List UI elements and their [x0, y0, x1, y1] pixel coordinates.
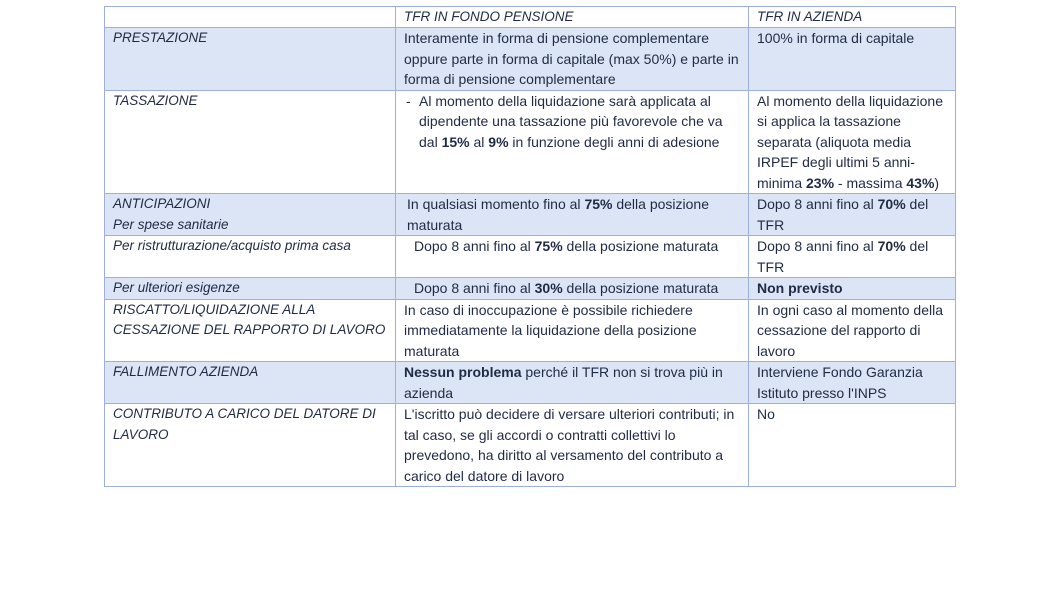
row-label-tassazione: TASSAZIONE [105, 90, 396, 194]
row-label-ulteriori: Per ulteriori esigenze [105, 278, 396, 300]
bullet-item [404, 91, 743, 153]
table-row-ristrutturazione [105, 236, 956, 278]
text-segment: della posizione maturata [407, 196, 709, 233]
bold-percentage: 15% [441, 133, 470, 150]
text-segment: in funzione degli anni di adesione [508, 133, 720, 150]
bold-percentage: 43% [906, 174, 935, 191]
cell-anticipazioni-fondo [396, 194, 749, 236]
cell-prestazione-azienda: 100% in forma di capitale [749, 28, 956, 91]
text-segment: perché il TFR non si trova più in azienda [404, 364, 723, 401]
bold-percentage: 70% [877, 238, 906, 254]
table-row-prestazione [105, 28, 956, 91]
text-segment: Al momento della liquidazione sarà applicata al dipendente una tassazione più favorevole che va dal [419, 92, 723, 150]
text-segment: Dopo 8 anni fino al [414, 238, 535, 254]
cell-ulteriori-fondo [396, 278, 749, 300]
cell-fallimento-fondo [396, 362, 749, 404]
bold-percentage: 75% [584, 196, 613, 212]
header-empty-cell [105, 7, 396, 28]
text-segment: al [469, 133, 489, 150]
row-label-ristrutturazione: Per ristrutturazione/acquisto prima casa [105, 236, 396, 278]
cell-ristrutturazione-fondo [396, 236, 749, 278]
text-segment: della posizione maturata [562, 238, 719, 254]
text-segment: In qualsiasi momento fino al [407, 196, 585, 212]
tfr-comparison-table [104, 6, 956, 487]
cell-riscatto-fondo: In caso di inoccupazione è possibile richiedere immediatamente la liquidazione della posizione maturata [396, 299, 749, 362]
row-label-contributo: CONTRIBUTO A CARICO DEL DATORE DI LAVORO [105, 404, 396, 487]
row-label-fallimento: FALLIMENTO AZIENDA [105, 362, 396, 404]
text-segment: del TFR [757, 238, 929, 275]
row-label-line: ANTICIPAZIONI [113, 196, 211, 211]
text-segment: Dopo 8 anni fino al [414, 280, 535, 296]
bold-percentage: 9% [488, 133, 509, 150]
bullet-text [419, 91, 743, 153]
cell-contributo-azienda: No [749, 404, 956, 487]
row-label-anticipazioni [105, 194, 396, 236]
row-label-prestazione: PRESTAZIONE [105, 28, 396, 91]
table-row-fallimento [105, 362, 956, 404]
text-segment: Dopo 8 anni fino al [757, 238, 878, 254]
cell-fallimento-azienda: Interviene Fondo Garanzia Istituto presso l'INPS [749, 362, 956, 404]
cell-anticipazioni-azienda [749, 194, 956, 236]
cell-ristrutturazione-azienda [749, 236, 956, 278]
bold-text: Non previsto [757, 280, 843, 296]
table-row-ulteriori [105, 278, 956, 300]
table-row-contributo [105, 404, 956, 487]
table-header-row [105, 7, 956, 28]
bold-percentage: 70% [877, 196, 906, 212]
text-segment: del TFR [757, 196, 929, 233]
cell-tassazione-fondo [396, 90, 749, 194]
bold-percentage: 75% [534, 238, 563, 254]
header-azienda: TFR IN AZIENDA [749, 7, 956, 28]
table-row-tassazione [105, 90, 956, 194]
table-row-riscatto [105, 299, 956, 362]
text-segment: ) [934, 174, 940, 191]
cell-contributo-fondo: L'iscritto può decidere di versare ulteriori contributi; in tal caso, se gli accordi o contratti collettivi lo prevedono, ha diritto al versamento del contributo a carico del datore di lavoro [396, 404, 749, 487]
cell-ulteriori-azienda [749, 278, 956, 300]
cell-tassazione-azienda [749, 90, 956, 194]
row-label-riscatto: RISCATTO/LIQUIDAZIONE ALLA CESSAZIONE DEL RAPPORTO DI LAVORO [105, 299, 396, 362]
table-row-anticipazioni [105, 194, 956, 236]
dash-bullet: - [406, 92, 411, 109]
header-fondo-pensione: TFR IN FONDO PENSIONE [396, 7, 749, 28]
bold-text: Nessun problema [404, 364, 522, 380]
text-segment: Dopo 8 anni fino al [757, 196, 878, 212]
bold-percentage: 30% [534, 280, 563, 296]
cell-prestazione-fondo: Interamente in forma di pensione complementare oppure parte in forma di capitale (max 50%) e parte in forma di pensione complementare [396, 28, 749, 91]
row-label-line: Per spese sanitarie [113, 216, 229, 232]
text-segment: - massima [834, 174, 907, 191]
cell-riscatto-azienda: In ogni caso al momento della cessazione del rapporto di lavoro [749, 299, 956, 362]
bold-percentage: 23% [806, 174, 835, 191]
text-segment: Al momento della liquidazione si applica la tassazione separata (aliquota media IRPEF degli ultimi 5 anni- minima [757, 92, 943, 191]
text-segment: della posizione maturata [562, 280, 719, 296]
